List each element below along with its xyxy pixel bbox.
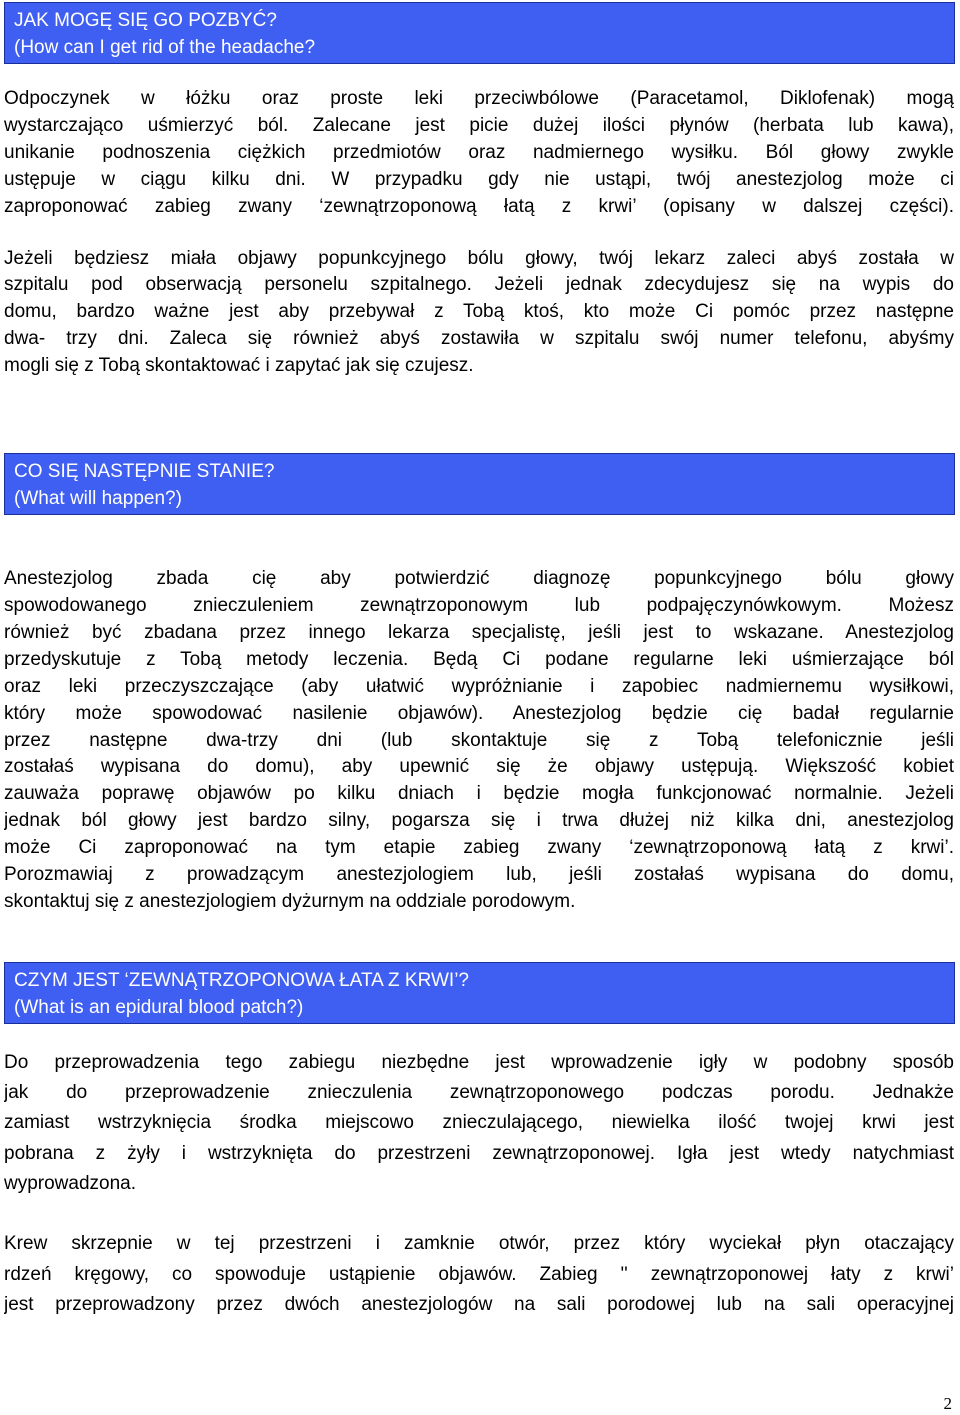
text-line: Odpoczynek w łóżku oraz proste leki przeciwbólowe (Paracetamol, Diklofenak) mogą (4, 88, 954, 109)
section-heading-2 (4, 453, 955, 515)
text-line: Do przeprowadzenia tego zabiegu niezbędne jest wprowadzenie igły w podobny sposób (4, 1051, 954, 1073)
page-number: 2 (943, 1394, 952, 1413)
text-line: Anestezjolog zbada cię aby potwierdzić diagnozę popunkcyjnego bólu głowy (4, 568, 954, 590)
paragraph (4, 566, 954, 916)
document-page (4, 2, 954, 1320)
text-line: ustępuje w ciągu kilku dni. W przypadku gdy nie ustąpi, twój anestezjolog może ci (4, 168, 954, 190)
text-line: zauważa poprawę objawów po kilku dniach i będzie mogła funkcjonować normalnie. Jeżeli (4, 783, 954, 805)
text-line: pobrana z żyły i wstrzyknięta do przestrzeni zewnątrzoponowej. Igła jest wtedy natychmiast (4, 1142, 954, 1164)
text-line: Krew skrzepnie w tej przestrzeni i zamknie otwór, przez który wyciekał płyn otaczający (4, 1233, 954, 1255)
text-line: Jeżeli będziesz miała objawy popunkcyjnego bólu głowy, twój lekarz zaleci abyś została w (4, 247, 954, 269)
heading-subtitle: (How can I get rid of the headache? (14, 37, 316, 58)
text-line: jednak ból głowy jest bardzo silny, pogarsza się i trwa dłużej niż kilka dni, anestezjolog (4, 810, 954, 832)
paragraph (4, 1229, 954, 1320)
heading-subtitle: (What is an epidural blood patch?) (14, 996, 304, 1018)
heading-title: CO SIĘ NASTĘPNIE STANIE? (14, 461, 275, 483)
paragraph (4, 1048, 954, 1199)
section-heading-1 (4, 2, 955, 64)
text-line: szpitalu pod obserwacją personelu szpitalnego. Jeżeli jednak zdecydujesz się na wypis do (4, 274, 954, 296)
heading-subtitle: (What will happen?) (14, 488, 182, 510)
text-line: domu, bardzo ważne jest aby przebywał z Tobą ktoś, kto może Ci pomóc przez następne (4, 301, 954, 323)
text-line: jak do przeprowadzenie znieczulenia zewnątrzoponowego podczas porodu. Jednakże (4, 1082, 954, 1104)
paragraph (4, 246, 954, 381)
text-line: jest przeprowadzony przez dwóch anestezjologów na sali porodowej lub na sali operacyjnej (4, 1293, 954, 1315)
text-line: rdzeń kręgowy, co spowoduje ustąpienie objawów. Zabieg '' zewnątrzoponowej łaty z krwi’ (4, 1263, 954, 1285)
heading-title: CZYM JEST ‘ZEWNĄTRZOPONOWA ŁATA Z KRWI’? (14, 969, 469, 991)
text-line: zamiast wstrzyknięcia środka miejscowo znieczulającego, niewielka ilość twojej krwi jest (4, 1112, 954, 1134)
text-line: przedyskutuje z Tobą metody leczenia. Będą Ci podane regularne leki uśmierzające ból (4, 648, 954, 670)
text-line: mogli się z Tobą skontaktować i zapytać jak się czujesz. (4, 355, 474, 377)
text-line: zaproponować zabieg zwany ‘zewnątrzoponową łatą z krwi’ (opisany w dalszej części). (4, 195, 954, 217)
text-line: skontaktuj się z anestezjologiem dyżurnym na oddziale porodowym. (4, 890, 576, 912)
text-line: Porozmawiaj z prowadzącym anestezjologiem lub, jeśli zostałaś wypisana do domu, (4, 864, 954, 886)
text-line: który może spowodować nasilenie objawów). Anestezjolog będzie cię badał regularnie (4, 702, 954, 724)
text-line: dwa- trzy dni. Zaleca się również abyś zostawiła w szpitalu swój numer telefonu, abyśmy (4, 328, 954, 350)
text-line: przez następne dwa-trzy dni (lub skontaktuje się z Tobą telefonicznie jeśli (4, 729, 954, 751)
text-line: wyprowadzona. (4, 1173, 137, 1195)
section-heading-3 (4, 962, 955, 1024)
text-line: zostałaś wypisana do domu), aby upewnić się że objawy ustępują. Większość kobiet (4, 756, 954, 778)
text-line: oraz leki przeczyszczające (aby ułatwić wypróżnianie i zapobiec nadmiernemu wysiłkowi, (4, 675, 954, 697)
paragraph (4, 86, 954, 221)
text-line: również być zbadana przez innego lekarza specjalistę, jeśli jest to wskazane. Anestezjolog (4, 621, 954, 643)
text-line: unikanie podnoszenia ciężkich przedmiotów oraz nadmiernego wysiłku. Ból głowy zwykle (4, 141, 954, 163)
text-line: może Ci zaproponować na tym etapie zabieg zwany ‘zewnątrzoponową łatą z krwi’. (4, 837, 954, 859)
text-line: wystarczająco uśmierzyć ból. Zalecane jest picie dużej ilości płynów (herbata lub kawa), (4, 114, 954, 136)
heading-title: JAK MOGĘ SIĘ GO POZBYĆ? (14, 10, 277, 31)
text-line: spowodowanego znieczuleniem zewnątrzoponowym lub podpajęczynówkowym. Możesz (4, 594, 954, 616)
